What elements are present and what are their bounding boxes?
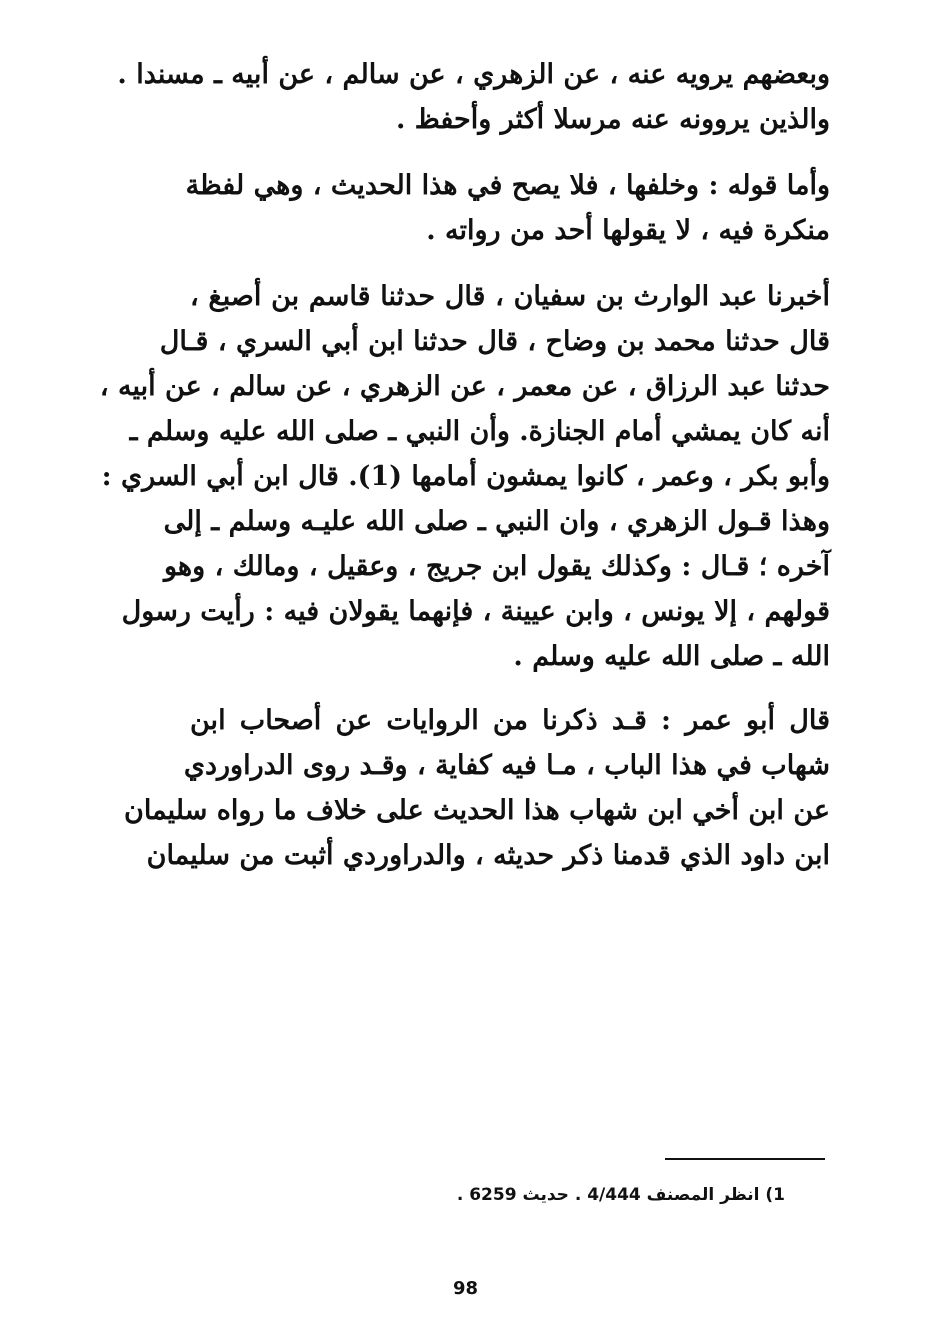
text-line: عن ابن أخي ابن شهاب هذا الحديث على خلاف ما رواه سليمان — [123, 795, 830, 826]
text-line: ابن داود الذي قدمنا ذكر حديثه ، والدراوردي أثبت من سليمان — [146, 840, 830, 871]
paragraph-2 — [185, 163, 830, 253]
text-line: قولهم ، إلا يونس ، وابن عيينة ، فإنهما يقولان فيه : رأيت رسول — [121, 596, 830, 627]
page-number: 98 — [452, 1278, 479, 1299]
text-line: آخره ؛ قـال : وكذلك يقول ابن جريج ، وعقيل ، ومالك ، وهو — [163, 551, 830, 582]
text-line: وهذا قـول الزهري ، وان النبي ـ صلى الله عليـه وسلم ـ إلى — [163, 506, 830, 537]
text-line: أنه كان يمشي أمام الجنازة. وأن النبي ـ صلى الله عليه وسلم ـ — [129, 416, 830, 447]
text-line: قال حدثنا محمد بن وضاح ، قال حدثنا ابن أبي السري ، قـال — [159, 326, 830, 357]
text-line: والذين يروونه عنه مرسلا أكثر وأحفظ . — [395, 104, 830, 135]
text-line: الله ـ صلى الله عليه وسلم . — [513, 641, 830, 672]
text-line: وأما قوله : وخلفها ، فلا يصح في هذا الحديث ، وهي لفظة — [185, 170, 830, 201]
text-line: قال أبو عمر : قـد ذكرنا من الروايات عن أصحاب ابن — [190, 705, 830, 736]
text-line: حدثنا عبد الرزاق ، عن معمر ، عن الزهري ، عن سالم ، عن أبيه ، — [99, 371, 830, 402]
text-line: أخبرنا عبد الوارث بن سفيان ، قال حدثنا قاسم بن أصبغ ، — [190, 281, 830, 312]
paragraph-1 — [117, 52, 830, 142]
footnote: 1) انظر المصنف 4/444 . حديث 6259 . — [456, 1185, 785, 1205]
text-line: وبعضهم يرويه عنه ، عن الزهري ، عن سالم ، عن أبيه ـ مسندا . — [117, 59, 830, 90]
text-line: شهاب في هذا الباب ، مـا فيه كفاية ، وقـد روى الدراوردي — [183, 750, 830, 781]
footnote-divider — [665, 1158, 825, 1160]
text-line: منكرة فيه ، لا يقولها أحد من رواته . — [426, 215, 830, 246]
paragraph-3 — [99, 274, 830, 679]
paragraph-4 — [123, 698, 830, 878]
text-line: وأبو بكر ، وعمر ، كانوا يمشون أمامها (1). قال ابن أبي السري : — [101, 461, 830, 492]
